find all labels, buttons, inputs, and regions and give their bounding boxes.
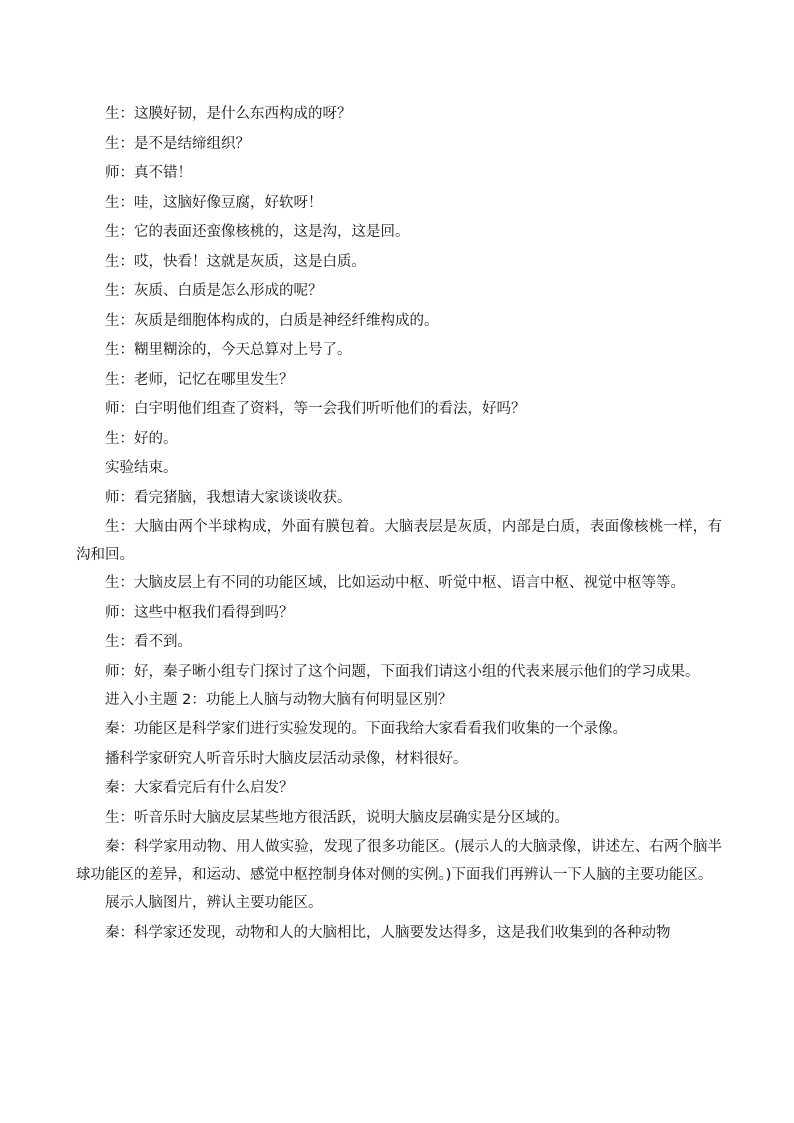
paragraph-19: 师：好，秦子晰小组专门探讨了这个问题，下面我们请这小组的代表来展示他们的学习成果。: [105, 663, 700, 680]
paragraph-13: 实验结束。: [105, 460, 178, 476]
paragraph-5: 生：它的表面还蛮像核桃的，这是沟，这是回。: [105, 224, 410, 240]
paragraph-24: 生：听音乐时大脑皮层某些地方很活跃，说明大脑皮层确实是分区域的。: [105, 809, 569, 826]
paragraph-3: 师：真不错！: [105, 165, 192, 181]
paragraph-18: 生：看不到。: [105, 634, 192, 650]
paragraph-7: 生：灰质、白质是怎么形成的呢？: [105, 283, 323, 299]
paragraph-6: 生：哎，快看！这就是灰质，这是白质。: [105, 253, 366, 270]
paragraph-21: 秦：功能区是科学家们进行实验发现的。下面我给大家看看我们收集的一个录像。: [105, 721, 627, 737]
paragraph-15: 生：大脑由两个半球构成，外面有膜包着。大脑表层是灰质，内部是白质，表面像核桃一样，有沟和回。: [76, 519, 722, 563]
paragraph-10: 生：老师，记忆在哪里发生？: [105, 371, 294, 388]
paragraph-12: 生：好的。: [105, 430, 178, 447]
paragraph-9: 生：糊里糊涂的，今天总算对上号了。: [105, 342, 352, 358]
document-body: [76, 100, 722, 948]
paragraph-14: 师：看完猪脑，我想请大家谈谈收获。: [105, 489, 352, 506]
paragraph-4: 生：哇，这脑好像豆腐，好软呀！: [105, 194, 323, 211]
paragraph-27: 秦：科学家还发现，动物和人的大脑相比，人脑要发达得多，这是我们收集到的各种动物: [105, 924, 671, 941]
paragraph-2: 生：是不是结缔组织？: [105, 135, 250, 152]
paragraph-20: 进入小主题 2：功能上人脑与动物大脑有何明显区别？: [105, 691, 453, 708]
paragraph-1: 生：这膜好韧，是什么东西构成的呀？: [105, 106, 352, 122]
paragraph-26: 展示人脑图片，辨认主要功能区。: [105, 895, 323, 911]
paragraph-16: 生：大脑皮层上有不同的功能区域，比如运动中枢、听觉中枢、语言中枢、视觉中枢等等。: [105, 575, 685, 591]
paragraph-17: 师：这些中枢我们看得到吗？: [105, 604, 294, 621]
paragraph-23: 秦：大家看完后有什么启发？: [105, 780, 294, 796]
paragraph-22: 播科学家研究人听音乐时大脑皮层活动录像，材料很好。: [105, 750, 468, 767]
paragraph-25: 秦：科学家用动物、用人做实验，发现了很多功能区。(展示人的大脑录像，讲述左、右两个脑半球功能区的差异，和运动、感觉中枢控制身体对侧的实例。)下面我们再辨认一下人脑的主要功能区。: [76, 839, 722, 883]
paragraph-11: 师：白宇明他们组查了资料，等一会我们听听他们的看法，好吗？: [105, 401, 526, 417]
paragraph-8: 生：灰质是细胞体构成的，白质是神经纤维构成的。: [105, 312, 439, 329]
